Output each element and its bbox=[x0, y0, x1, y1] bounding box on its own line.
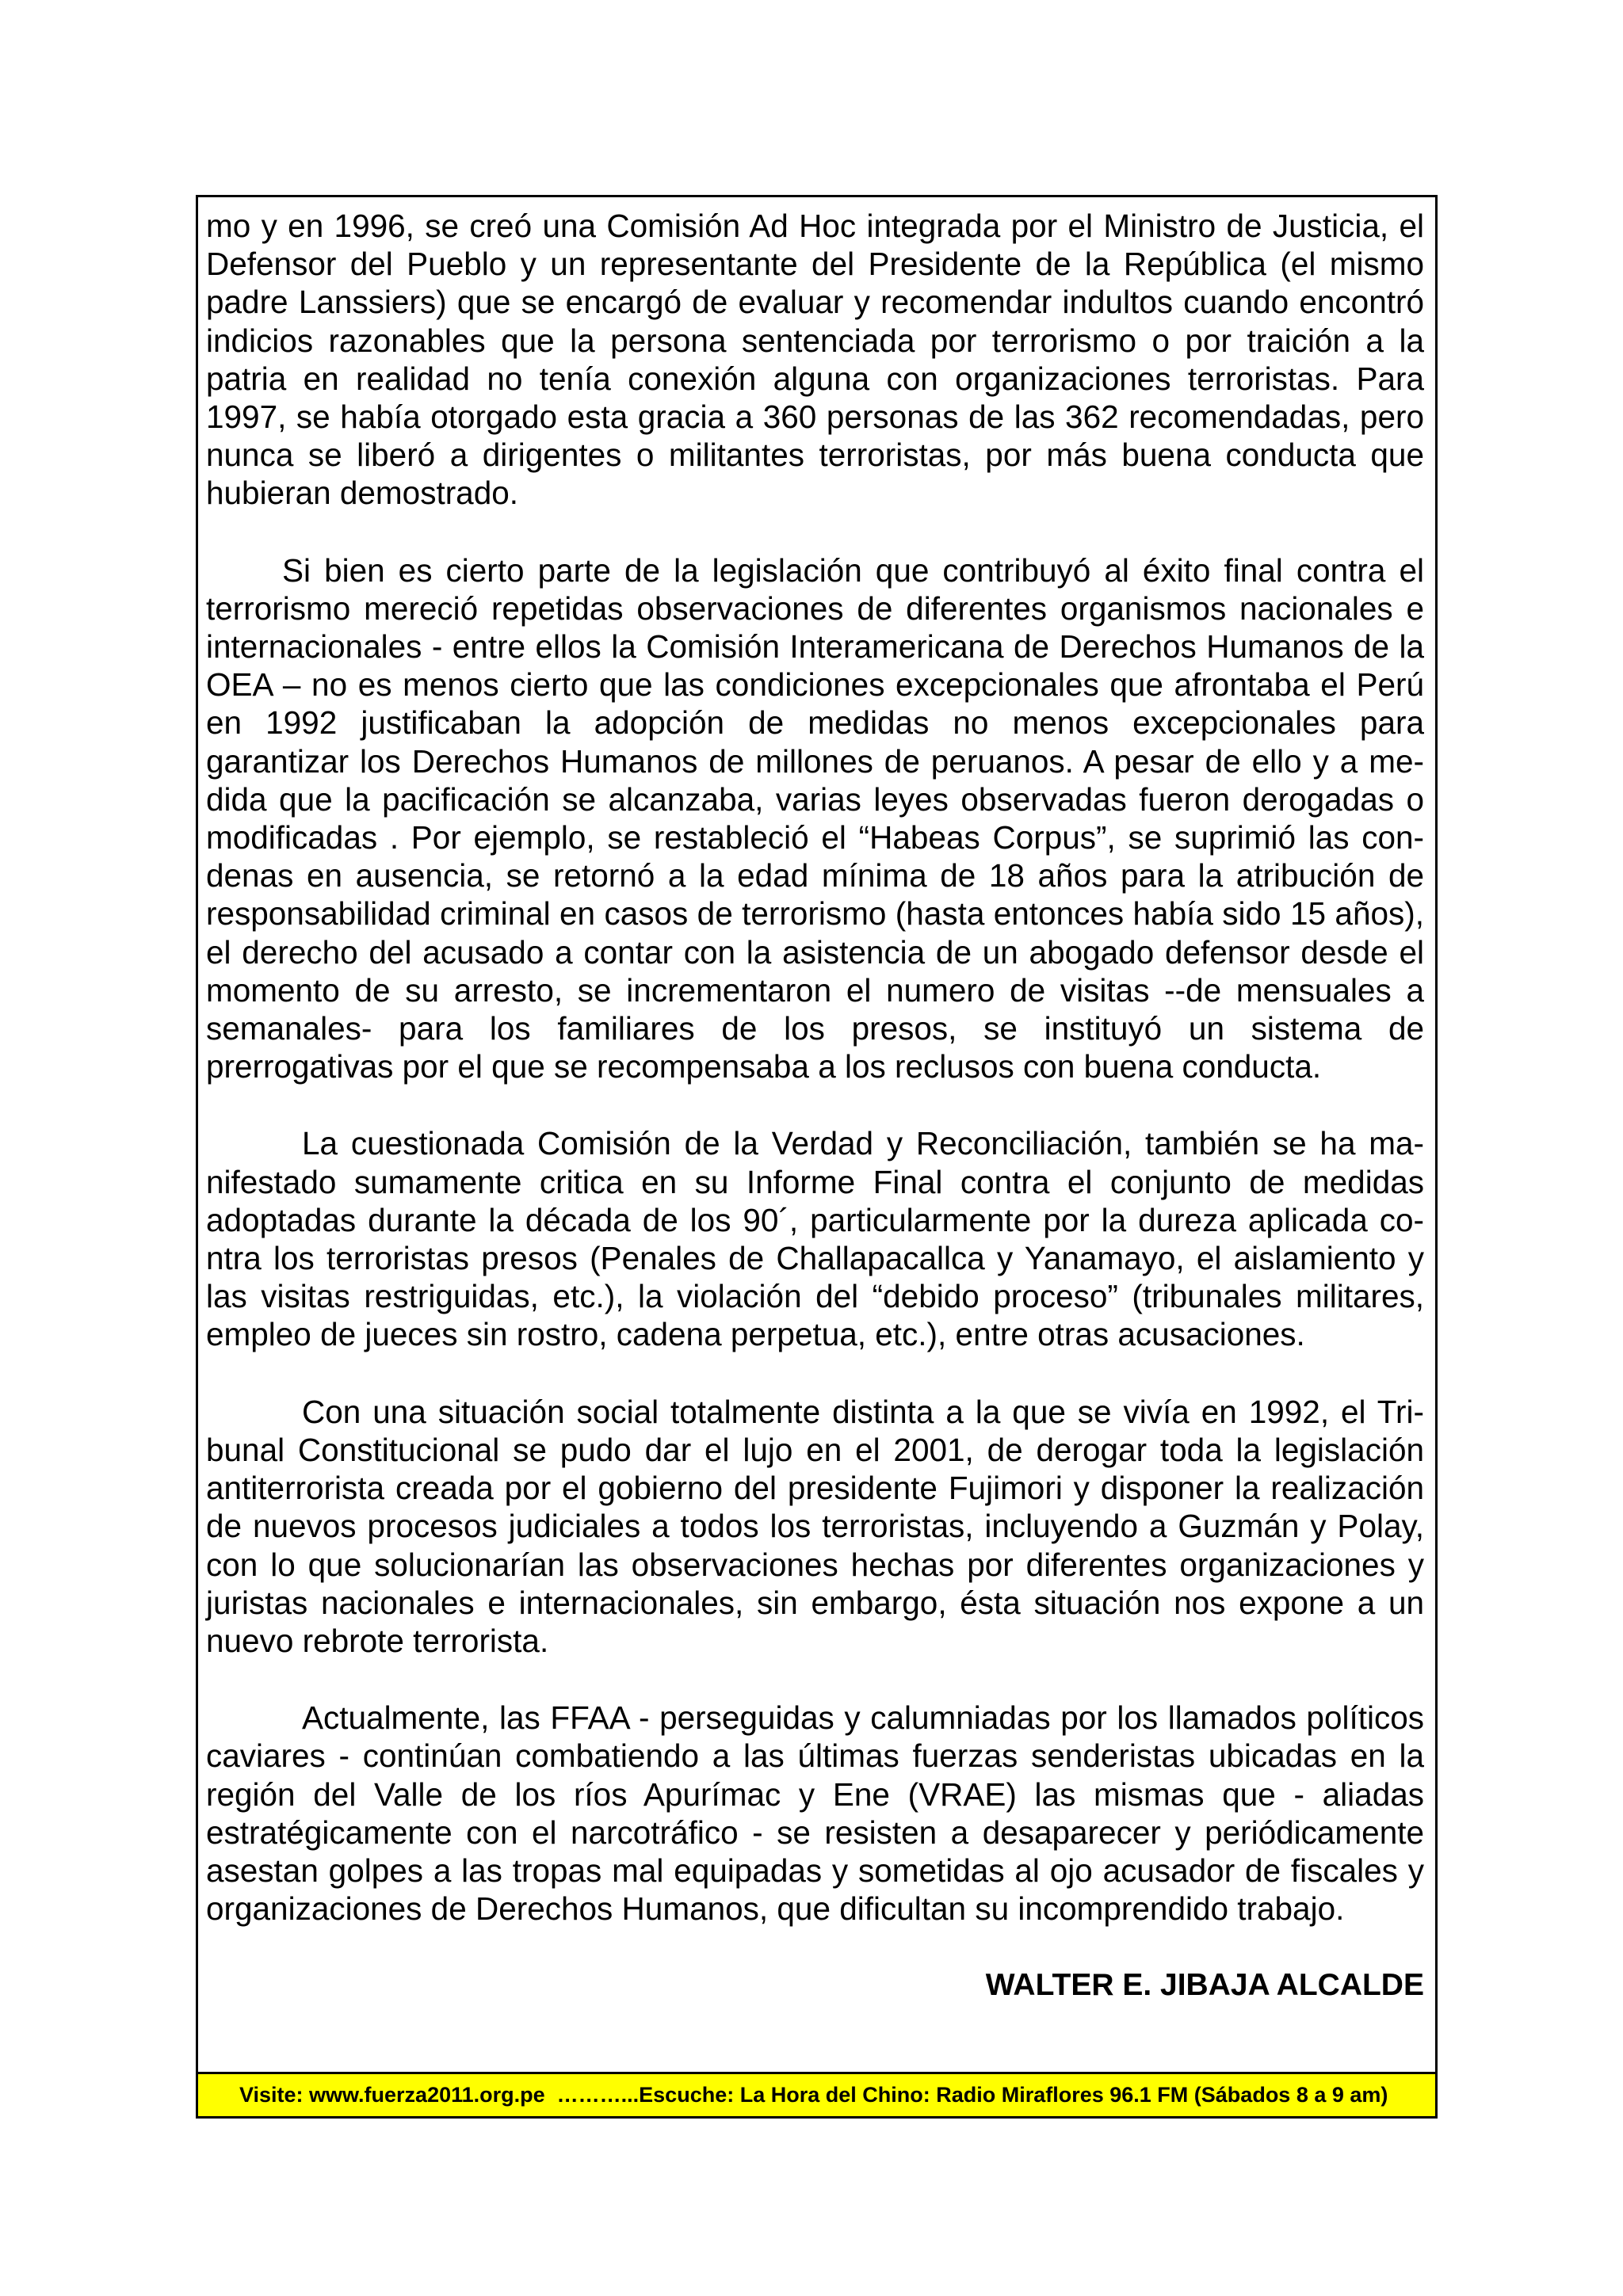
footer-banner bbox=[198, 2072, 1435, 2116]
page-frame bbox=[196, 195, 1438, 2119]
paragraph-5: Actualmente, las FFAA - perseguidas y calumniadas por los llamados políticos caviares - continúan combatiendo a las últimas fuerzas senderistas ubicadas en la región del Valle de los ríos Apurímac y Ene (VRAE) las mismas que - aliadas estratégicamente con el narcotráfico - se resisten a desaparecer y periódicamente asestan golpes a las tropas mal equipadas y sometidas al ojo acusador de fiscales y organizaciones de Derechos Humanos, que dificultan su incomprendido trabajo. bbox=[206, 1699, 1424, 1928]
author-signature: WALTER E. JIBAJA ALCALDE bbox=[985, 1968, 1424, 2003]
paragraph-3: La cuestionada Comisión de la Verdad y Reconciliación, también se ha manifestado sumamente critica en su Informe Final contra el conjunto de medidas adoptadas durante la década de los 90´, particularmente por la dureza aplicada contra los terroristas presos (Penales de Challapacallca y Yanamayo, el aislamiento y las visitas restriguidas, etc.), la violación del “debido proceso” (tribunales militares, empleo de jueces sin rostro, cadena perpetua, etc.), entre otras acusaciones. bbox=[206, 1125, 1424, 1353]
footer-text: Visite: www.fuerza2011.org.pe ………...Escuche: La Hora del Chino: Radio Miraflores 96.1 FM (Sábados 8 a 9 am) bbox=[239, 2083, 1388, 2107]
paragraph-4: Con una situación social totalmente distinta a la que se vivía en 1992, el Tribunal Constitucional se pudo dar el lujo en el 2001, de derogar toda la legislación antiterrorista creada por el gobierno del presidente Fujimori y disponer la realización de nuevos procesos judiciales a todos los terroristas, incluyendo a Guzmán y Polay, con lo que solucionarían las observaciones hechas por diferentes organizaciones y juristas nacionales e internacionales, sin embargo, ésta situación nos expone a un nuevo rebrote terrorista. bbox=[206, 1393, 1424, 1659]
paragraph-2: Si bien es cierto parte de la legislación que contribuyó al éxito final contra el terrorismo mereció repetidas observaciones de diferentes organismos nacionales e internacionales - entre ellos la Comisión Interamericana de Derechos Humanos de la OEA – no es menos cierto que las condiciones excepcionales que afrontaba el Perú en 1992 justificaban la adopción de medidas no menos excepcionales para garantizar los Derechos Humanos de millones de peruanos. A pesar de ello y a medida que la pacificación se alcanzaba, varias leyes observadas fueron derogadas o modificadas . Por ejemplo, se restableció el “Habeas Corpus”, se suprimió las condenas en ausencia, se retornó a la edad mínima de 18 años para la atribución de responsabilidad criminal en casos de terrorismo (hasta entonces había sido 15 años), el derecho del acusado a contar con la asistencia de un abogado defensor desde el momento de su arresto, se incrementaron el numero de visitas --de mensuales a semanales- para los familiares de los presos, se instituyó un sistema de prerrogativas por el que se recompensaba a los reclusos con buena conducta. bbox=[206, 551, 1424, 1085]
article-body bbox=[206, 207, 1424, 2004]
paragraph-1: mo y en 1996, se creó una Comisión Ad Hoc integrada por el Ministro de Justicia, el Defensor del Pueblo y un representante del Presidente de la República (el mismo padre Lanssiers) que se encargó de evaluar y recomendar indultos cuando encontró indicios razonables que la persona sentenciada por terrorismo o por traición a la patria en realidad no tenía conexión alguna con organizaciones terroristas. Para 1997, se había otorgado esta gracia a 360 personas de las 362 recomendadas, pero nunca se liberó a dirigentes o militantes terroristas, por más buena conducta que hubieran demostrado. bbox=[206, 208, 1424, 512]
